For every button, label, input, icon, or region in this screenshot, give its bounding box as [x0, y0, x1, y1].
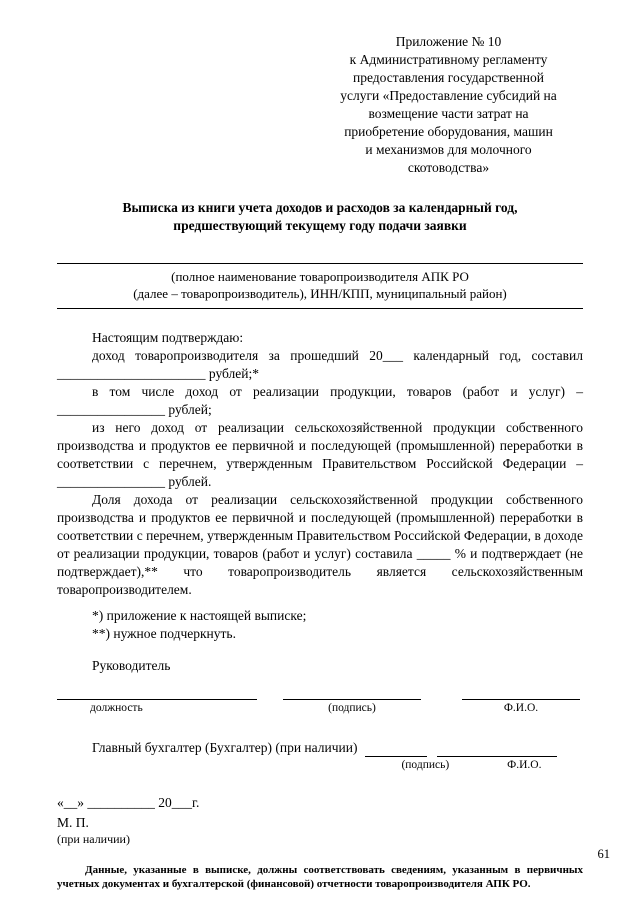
producer-name-blank-line [57, 263, 583, 264]
appendix-reference-block [306, 33, 591, 177]
footnote-underline: **) нужное подчеркнуть. [92, 626, 236, 641]
stamp-availability-note: (при наличии) [57, 832, 130, 846]
statement-body [57, 329, 583, 599]
page-number: 61 [597, 847, 610, 861]
date-and-stamp-block [57, 794, 583, 847]
compliance-note: Данные, указанные в выписке, должны соответствовать сведениям, указанным в первичных учетных документах и бухгалтерской (финансовой) отчетности товаропроизводителя АПК РО. [57, 864, 583, 890]
date-blank-line: «__» __________ 20___г. [57, 795, 200, 810]
name-caption: Ф.И.О. [503, 702, 539, 714]
appendix-reference-line: и механизмов для молочного [365, 142, 532, 157]
appendix-reference-line: скотоводства» [407, 160, 490, 175]
appendix-reference-line: услуги «Предоставление субсидий на [340, 88, 557, 103]
stamp-place-label: М. П. [57, 815, 89, 830]
statement-paragraph: в том числе доход от реализации продукции, товаров (работ и услуг) – ________________ рублей; [57, 384, 583, 417]
head-of-org-label: Руководитель [92, 658, 171, 673]
accountant-signature-row [92, 739, 583, 757]
producer-caption-line: (полное наименование товаропроизводителя АПК РО [171, 269, 469, 284]
producer-caption-underline [57, 308, 583, 309]
appendix-number: Приложение № 10 [395, 34, 502, 49]
accountant-name-caption: Ф.И.О. [507, 759, 542, 771]
head-signature-captions [57, 702, 583, 715]
appendix-reference-line: предоставления государственной [353, 70, 544, 85]
name-blank-line [462, 685, 580, 700]
accountant-signature-blank-line [365, 742, 427, 757]
appendix-reference-line: к Административному регламенту [349, 52, 548, 67]
document-title [57, 199, 583, 235]
accountant-signature-captions [57, 759, 583, 772]
statement-paragraph: Доля дохода от реализации сельскохозяйственной продукции собственного производства и продуктов ее первичной и последующей (промышленной) переработки в соответствии с перечнем, утвержденным Правительством Российской Федерации, в доходе от реализации продукции, товаров (работ и услуг) составила _____ % и подтверждает (не подтверждает),** что товаропроизводитель является сельскохозяйственным товаропроизводителем. [57, 492, 583, 597]
statement-paragraph: из него доход от реализации сельскохозяйственной продукции собственного производства и продуктов ее первичной и последующей (промышленной) переработки в соответствии с перечнем, утвержденным Правительством Российской Федерации – ________________ рублей. [57, 420, 583, 489]
document-title-line: предшествующий текущему году подачи заявки [173, 218, 467, 233]
position-caption: должность [90, 702, 143, 714]
accountant-signature-caption: (подпись) [401, 759, 450, 771]
footnotes-block [57, 607, 583, 643]
position-blank-line [57, 685, 257, 700]
statement-paragraph: Настоящим подтверждаю: [92, 330, 244, 345]
accountant-name-blank-line [437, 742, 557, 757]
producer-caption [57, 268, 583, 302]
appendix-reference-line: возмещение части затрат на [368, 106, 529, 121]
signature-blank-line [283, 685, 421, 700]
document-title-line: Выписка из книги учета доходов и расходов за календарный год, [122, 200, 518, 215]
accountant-label: Главный бухгалтер (Бухгалтер) (при наличии) [92, 740, 358, 755]
head-signature-row [57, 685, 583, 700]
producer-caption-line: (далее – товаропроизводитель), ИНН/КПП, муниципальный район) [133, 286, 507, 301]
statement-paragraph: доход товаропроизводителя за прошедший 20___ календарный год, составил ______________________ рублей;* [57, 348, 583, 381]
footnote-attachment: *) приложение к настоящей выписке; [92, 608, 307, 623]
signature-caption: (подпись) [328, 702, 376, 714]
appendix-reference-line: приобретение оборудования, машин [344, 124, 553, 139]
